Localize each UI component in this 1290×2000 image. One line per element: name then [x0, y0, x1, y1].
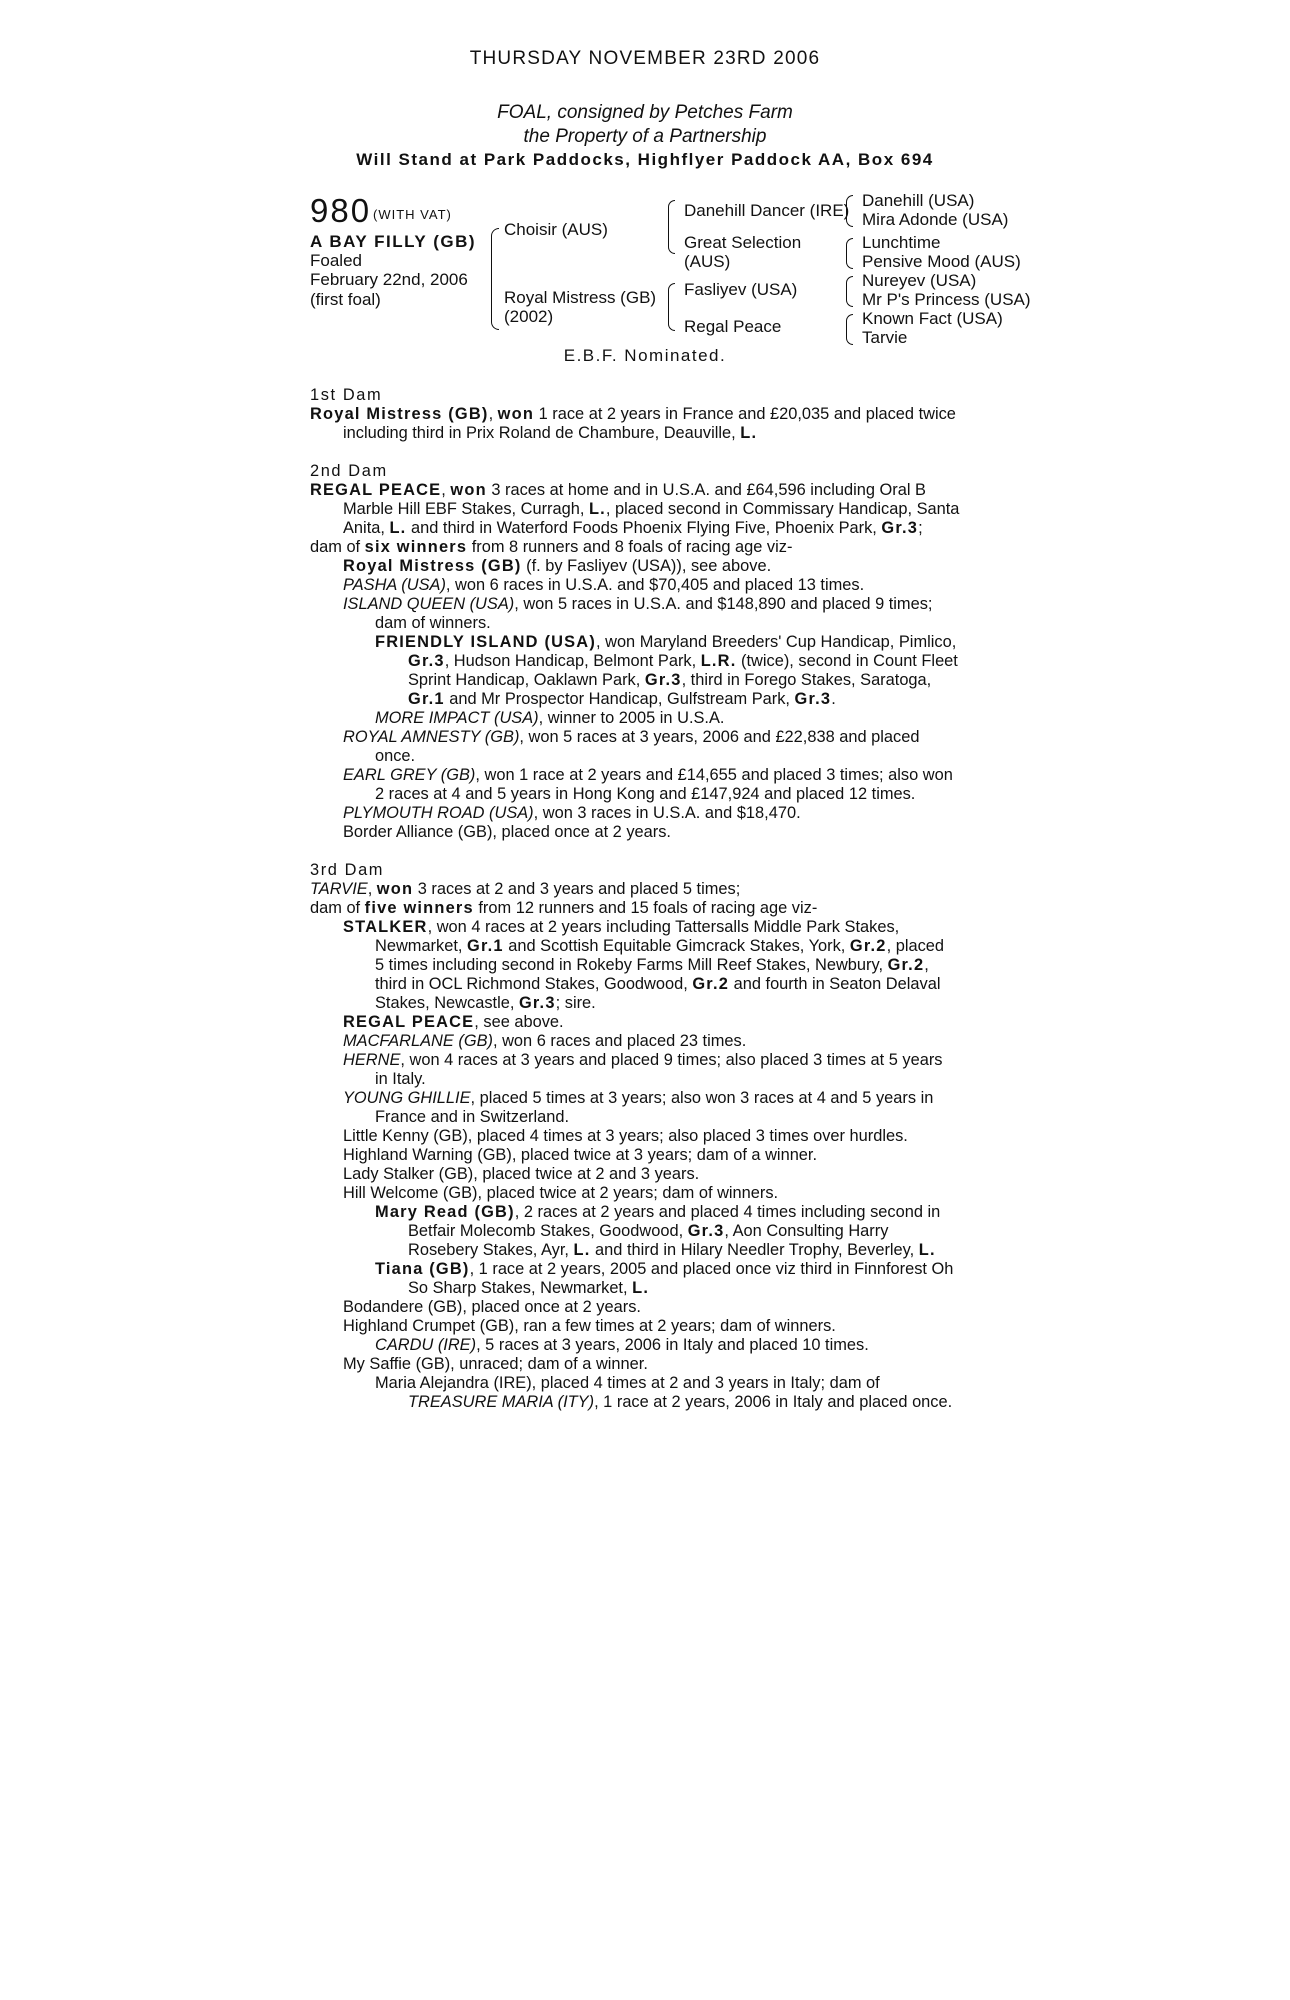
bold-text: Gr.3 [687, 1222, 725, 1240]
foaled-date: February 22nd, 2006 [310, 270, 468, 289]
record-text: 2 races at 4 and 5 years in Hong Kong and £147,924 and placed 12 times. [375, 785, 916, 803]
record-line [310, 500, 980, 519]
section-heading: 2nd Dam [310, 462, 388, 480]
horse-name: TREASURE MARIA (ITY) [408, 1393, 595, 1411]
record-line [310, 1317, 980, 1336]
record-text: Betfair Molecomb Stakes, Goodwood, [408, 1222, 688, 1240]
record-text: Border Alliance (GB), placed once at 2 years. [343, 823, 671, 841]
record-text: dam of [310, 538, 365, 556]
record-text: 5 times including second in Rokeby Farms Mill Reef Stakes, Newbury, [375, 956, 888, 974]
bold-text: Gr.3 [518, 994, 556, 1012]
bold-text: Gr.2 [849, 937, 887, 955]
record-line [310, 804, 980, 823]
record-text: (f. by Fasliyev (USA)), see above. [521, 557, 772, 575]
bold-text: Gr.3 [644, 671, 682, 689]
vat-note: (WITH VAT) [373, 207, 452, 222]
foal-note: (first foal) [310, 290, 381, 309]
record-text: 1 race at 2 years in France and £20,035 and placed twice [534, 405, 956, 423]
record-text: Highland Crumpet (GB), ran a few times at 2 years; dam of winners. [343, 1317, 836, 1335]
bold-text: Gr.3 [794, 690, 832, 708]
pedigree-brace-sire [668, 200, 675, 254]
record-text: , third in Forego Stakes, Saratoga, [681, 671, 932, 689]
record-line [310, 1298, 980, 1317]
record-text: , 2 races at 2 years and placed 4 times including second in [514, 1203, 941, 1221]
pedigree-g6: Mr P's Princess (USA) [862, 290, 1031, 309]
pedigree-brace-g2 [846, 238, 853, 269]
record-text: Marble Hill EBF Stakes, Curragh, [343, 500, 589, 518]
record-text: , [924, 956, 929, 974]
pedigree-dam-dam: Regal Peace [684, 317, 782, 336]
record-line [310, 576, 980, 595]
record-text: , won 3 races in U.S.A. and $18,470. [533, 804, 801, 822]
bold-text: FRIENDLY ISLAND (USA) [375, 633, 596, 651]
record-line [310, 728, 980, 747]
record-text: 3 races at home and in U.S.A. and £64,596 including Oral B [486, 481, 926, 499]
record-text: , 1 race at 2 years, 2006 in Italy and placed once. [594, 1393, 953, 1411]
record-line [310, 557, 980, 576]
record-line [310, 1222, 980, 1241]
section-heading: 1st Dam [310, 386, 383, 404]
produce-record [310, 386, 980, 1412]
horse-name: YOUNG GHILLIE [343, 1089, 471, 1107]
pedigree-brace-g1 [846, 195, 853, 227]
pedigree-g1: Danehill (USA) [862, 191, 975, 210]
record-text: and third in Hilary Needler Trophy, Beverley, [590, 1241, 919, 1259]
record-line [310, 1336, 980, 1355]
horse-name: TARVIE [310, 880, 368, 898]
bold-text: L. [918, 1241, 936, 1259]
record-text: Newmarket, [375, 937, 467, 955]
record-text: , Aon Consulting Harry [724, 1222, 889, 1240]
dam-section [310, 861, 980, 1412]
pedigree-brace-parents [491, 228, 499, 330]
pedigree-sire: Choisir (AUS) [504, 220, 608, 239]
record-text: in Italy. [375, 1070, 426, 1088]
bold-text: Tiana (GB) [375, 1260, 470, 1278]
horse-name: MORE IMPACT (USA) [375, 709, 539, 727]
record-text: , [367, 880, 377, 898]
horse-name: HERNE [343, 1051, 401, 1069]
bold-text: Gr.1 [467, 937, 504, 955]
record-line [310, 1127, 980, 1146]
bold-text: Gr.3 [881, 519, 919, 537]
bold-text: L. [740, 424, 758, 442]
record-text: , won 6 races and placed 23 times. [492, 1032, 747, 1050]
pedigree-brace-g3 [846, 276, 853, 307]
stand-location: Will Stand at Park Paddocks, Highflyer Paddock AA, Box 694 [356, 150, 934, 169]
record-line [310, 1013, 980, 1032]
record-text: My Saffie (GB), unraced; dam of a winner. [343, 1355, 648, 1373]
horse-name: ROYAL AMNESTY (GB) [343, 728, 520, 746]
record-text: Lady Stalker (GB), placed twice at 2 and 3 years. [343, 1165, 700, 1183]
section-heading: 3rd Dam [310, 861, 385, 879]
record-line [310, 671, 980, 690]
record-text: from 8 runners and 8 foals of racing age viz- [467, 538, 793, 556]
record-text: Little Kenny (GB), placed 4 times at 3 years; also placed 3 times over hurdles. [343, 1127, 908, 1145]
bold-text: L. [588, 500, 606, 518]
record-text: once. [375, 747, 416, 765]
bold-text: REGAL PEACE [310, 481, 442, 499]
record-line [310, 956, 980, 975]
record-text: , [441, 481, 451, 499]
bold-text: L. [389, 519, 407, 537]
record-text: Anita, [343, 519, 390, 537]
record-text: , placed 5 times at 3 years; also won 3 races at 4 and 5 years in [470, 1089, 934, 1107]
record-text: dam of winners. [375, 614, 491, 632]
record-text: Hill Welcome (GB), placed twice at 2 years; dam of winners. [343, 1184, 779, 1202]
sale-date: THURSDAY NOVEMBER 23RD 2006 [469, 48, 821, 69]
record-text: and fourth in Seaton Delaval [729, 975, 941, 993]
record-line [310, 1165, 980, 1184]
dam-section [310, 462, 980, 842]
record-line [310, 1203, 980, 1222]
bold-text: L. [573, 1241, 591, 1259]
record-text: , won 1 race at 2 years and £14,655 and placed 3 times; also won [475, 766, 953, 784]
bold-text: Royal Mistress (GB) [343, 557, 522, 575]
record-text: and Scottish Equitable Gimcrack Stakes, York, [503, 937, 850, 955]
record-text: and Mr Prospector Handicap, Gulfstream Park, [444, 690, 795, 708]
record-line [310, 1089, 980, 1108]
bold-text: Gr.3 [408, 652, 445, 670]
pedigree-sire-dam: Great Selection [684, 233, 802, 252]
record-text: Maria Alejandra (IRE), placed 4 times at 2 and 3 years in Italy; dam of [375, 1374, 880, 1392]
record-text: and third in Waterford Foods Phoenix Flying Five, Phoenix Park, [406, 519, 882, 537]
record-text: Highland Warning (GB), placed twice at 3 years; dam of a winner. [343, 1146, 818, 1164]
record-line [310, 747, 980, 766]
record-text: Rosebery Stakes, Ayr, [408, 1241, 574, 1259]
record-line [310, 538, 980, 557]
horse-name: MACFARLANE (GB) [343, 1032, 493, 1050]
record-text: Bodandere (GB), placed once at 2 years. [343, 1298, 641, 1316]
record-text: , won 5 races in U.S.A. and $148,890 and placed 9 times; [514, 595, 933, 613]
record-line [310, 1355, 980, 1374]
pedigree-dam-year: (2002) [504, 307, 554, 326]
record-line [310, 766, 980, 785]
bold-text: STALKER [343, 918, 428, 936]
bold-text: Mary Read (GB) [375, 1203, 515, 1221]
pedigree-dam-sire: Fasliyev (USA) [684, 280, 798, 299]
record-line [310, 899, 980, 918]
bold-text: L.R. [700, 652, 737, 670]
record-line [310, 880, 980, 899]
bold-text: five winners [364, 899, 474, 917]
record-text: dam of [310, 899, 365, 917]
record-line [310, 994, 980, 1013]
record-line [310, 424, 980, 443]
record-line [310, 1279, 980, 1298]
record-text: Stakes, Newcastle, [375, 994, 519, 1012]
bold-text: L. [632, 1279, 650, 1297]
horse-name: PASHA (USA) [343, 576, 446, 594]
lot-number: 980 [310, 192, 372, 229]
record-line [310, 1393, 980, 1412]
record-line [310, 937, 980, 956]
horse-name: EARL GREY (GB) [343, 766, 476, 784]
record-line [310, 1374, 980, 1393]
record-line [310, 709, 980, 728]
pedigree-g3: Lunchtime [862, 233, 941, 252]
record-line [310, 481, 980, 500]
horse-name: PLYMOUTH ROAD (USA) [343, 804, 534, 822]
record-line [310, 1241, 980, 1260]
bold-text: won [450, 481, 487, 499]
record-text: , 5 races at 3 years, 2006 in Italy and placed 10 times. [476, 1336, 869, 1354]
record-text: from 12 runners and 15 foals of racing age viz- [473, 899, 818, 917]
record-text: third in OCL Richmond Stakes, Goodwood, [375, 975, 693, 993]
record-line [310, 1108, 980, 1127]
bold-text: won [376, 880, 414, 898]
record-line [310, 1032, 980, 1051]
bold-text: Royal Mistress (GB) [310, 405, 489, 423]
record-text: , won 4 races at 2 years including Tattersalls Middle Park Stakes, [427, 918, 900, 936]
pedigree-g4: Pensive Mood (AUS) [862, 252, 1021, 271]
record-line [310, 652, 980, 671]
record-text: 3 races at 2 and 3 years and placed 5 times; [413, 880, 741, 898]
record-text: , see above. [474, 1013, 564, 1031]
pedigree-g8: Tarvie [862, 328, 908, 347]
consignor-line: FOAL, consigned by Petches Farm [497, 102, 793, 123]
lot-description: A BAY FILLY (GB) [310, 232, 477, 251]
record-line [310, 918, 980, 937]
record-text: , winner to 2005 in U.S.A. [538, 709, 725, 727]
record-text: (twice), second in Count Fleet [736, 652, 958, 670]
record-text: So Sharp Stakes, Newmarket, [408, 1279, 633, 1297]
record-text: , placed second in Commissary Handicap, Santa [605, 500, 960, 518]
record-text: ; sire. [555, 994, 596, 1012]
pedigree-g5: Nureyev (USA) [862, 271, 977, 290]
pedigree-g2: Mira Adonde (USA) [862, 210, 1009, 229]
record-text: , 1 race at 2 years, 2005 and placed once viz third in Finnforest Oh [469, 1260, 954, 1278]
bold-text: won [497, 405, 535, 423]
bold-text: Gr.1 [408, 690, 445, 708]
record-text: France and in Switzerland. [375, 1108, 570, 1126]
record-line [310, 595, 980, 614]
record-line [310, 405, 980, 424]
record-text: , won 6 races in U.S.A. and $70,405 and placed 13 times. [445, 576, 865, 594]
record-line [310, 690, 980, 709]
record-line [310, 1184, 980, 1203]
bold-text: REGAL PEACE [343, 1013, 475, 1031]
record-line [310, 614, 980, 633]
property-line: the Property of a Partnership [523, 126, 767, 147]
record-line [310, 823, 980, 842]
horse-name: ISLAND QUEEN (USA) [343, 595, 515, 613]
record-text: , won Maryland Breeders' Cup Handicap, Pimlico, [596, 633, 957, 651]
record-text: . [831, 690, 836, 708]
foaled-label: Foaled [310, 251, 362, 270]
pedigree-g7: Known Fact (USA) [862, 309, 1003, 328]
record-text: Sprint Handicap, Oaklawn Park, [408, 671, 645, 689]
record-text: ; [918, 519, 923, 537]
horse-name: CARDU (IRE) [375, 1336, 477, 1354]
dam-section [310, 386, 980, 443]
bold-text: Gr.2 [692, 975, 730, 993]
bold-text: Gr.2 [887, 956, 925, 974]
record-line [310, 519, 980, 538]
record-text: including third in Prix Roland de Chambure, Deauville, [343, 424, 741, 442]
pedigree-brace-dam [668, 283, 675, 331]
record-text: , placed [886, 937, 945, 955]
record-line [310, 1146, 980, 1165]
pedigree-sire-dam-country: (AUS) [684, 252, 731, 271]
record-line [310, 1051, 980, 1070]
record-text: , Hudson Handicap, Belmont Park, [444, 652, 701, 670]
bold-text: six winners [364, 538, 468, 556]
record-line [310, 1070, 980, 1089]
record-text: , [488, 405, 498, 423]
pedigree-brace-g4 [846, 314, 853, 345]
pedigree-dam: Royal Mistress (GB) [504, 288, 657, 307]
record-text: , won 5 races at 3 years, 2006 and £22,838 and placed [519, 728, 920, 746]
record-text: , won 4 races at 3 years and placed 9 times; also placed 3 times at 5 years [400, 1051, 943, 1069]
pedigree-sire-sire: Danehill Dancer (IRE) [684, 201, 850, 220]
record-line [310, 785, 980, 804]
record-line [310, 633, 980, 652]
record-line [310, 975, 980, 994]
record-line [310, 1260, 980, 1279]
ebf-nomination: E.B.F. Nominated. [563, 346, 727, 365]
